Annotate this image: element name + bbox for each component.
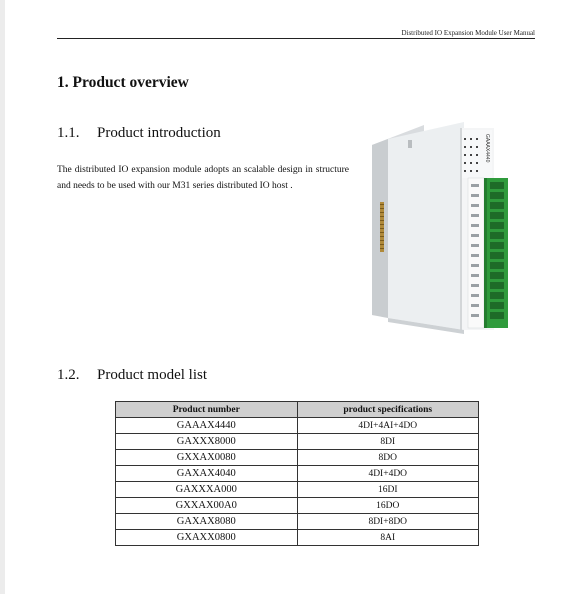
table-row	[116, 418, 479, 434]
table-row	[116, 434, 479, 450]
table-row	[116, 482, 479, 498]
section-number: 1.1.	[57, 125, 80, 141]
intro-paragraph: The distributed IO expansion module adopts an scalable design in structure and needs to be used with our M31 series distributed IO host .	[57, 165, 349, 191]
page-edge	[0, 0, 5, 594]
table-row	[116, 530, 479, 546]
product-number-cell: GAXXX8000	[116, 434, 298, 450]
table-row	[116, 450, 479, 466]
header-rule	[57, 38, 535, 39]
column-header: product specifications	[297, 402, 479, 418]
product-number-cell: GAXAX4040	[116, 466, 298, 482]
section-heading-1: 1. Product overview	[57, 74, 189, 91]
table-header-row	[116, 402, 479, 418]
running-header: Distributed IO Expansion Module User Manual	[401, 29, 535, 37]
product-number-cell: GXXAX00A0	[116, 498, 298, 514]
section-number: 1.2.	[57, 367, 80, 383]
spec-cell: 16DI	[297, 482, 479, 498]
section-title: Product introduction	[97, 125, 221, 141]
product-number-cell: GXXAX0080	[116, 450, 298, 466]
table-row	[116, 466, 479, 482]
spec-cell: 4DI+4DO	[297, 466, 479, 482]
spec-cell: 4DI+4AI+4DO	[297, 418, 479, 434]
table-row	[116, 498, 479, 514]
product-number-cell: GXAXX0800	[116, 530, 298, 546]
spec-cell: 8AI	[297, 530, 479, 546]
column-header: Product number	[116, 402, 298, 418]
spec-cell: 8DI+8DO	[297, 514, 479, 530]
section-heading-1-2	[57, 367, 207, 384]
spec-cell: 8DO	[297, 450, 479, 466]
module-label: GAAAX4440	[484, 134, 490, 163]
section-heading-1-1	[57, 125, 221, 142]
product-number-cell: GAXXXA000	[116, 482, 298, 498]
product-model-table	[115, 401, 479, 546]
io-module-image	[364, 120, 514, 335]
spec-cell: 8DI	[297, 434, 479, 450]
product-number-cell: GAXAX8080	[116, 514, 298, 530]
table-row	[116, 514, 479, 530]
spec-cell: 16DO	[297, 498, 479, 514]
section-title: Product model list	[97, 367, 207, 383]
product-number-cell: GAAAX4440	[116, 418, 298, 434]
